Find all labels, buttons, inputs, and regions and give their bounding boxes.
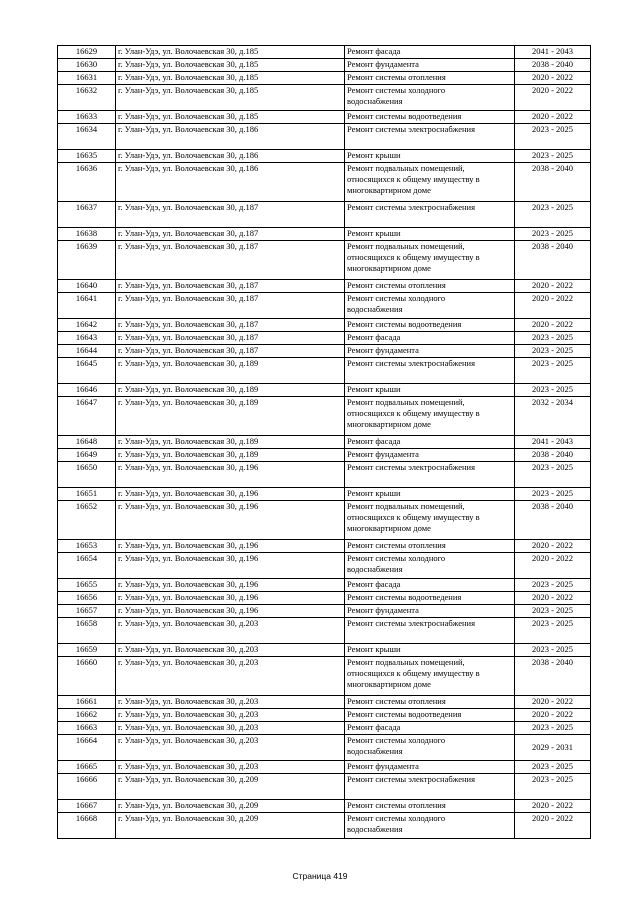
period-cell: 2038 - 2040 bbox=[515, 59, 591, 72]
period-cell: 2020 - 2022 bbox=[515, 696, 591, 709]
row-number: 16653 bbox=[58, 540, 116, 553]
address-cell: г. Улан-Удэ, ул. Волочаевская 30, д.186 bbox=[116, 150, 345, 163]
address-cell: г. Улан-Удэ, ул. Волочаевская 30, д.196 bbox=[116, 540, 345, 553]
period-cell: 2023 - 2025 bbox=[515, 722, 591, 735]
work-type-cell: Ремонт системы водоотведения bbox=[345, 709, 515, 722]
row-number: 16630 bbox=[58, 59, 116, 72]
work-type-cell: Ремонт системы электроснабжения bbox=[345, 462, 515, 488]
period-cell: 2020 - 2022 bbox=[515, 280, 591, 293]
row-number: 16629 bbox=[58, 46, 116, 59]
row-number: 16666 bbox=[58, 774, 116, 800]
row-number: 16636 bbox=[58, 163, 116, 202]
address-cell: г. Улан-Удэ, ул. Волочаевская 30, д.196 bbox=[116, 501, 345, 540]
work-type-cell: Ремонт фундамента bbox=[345, 761, 515, 774]
table-row bbox=[58, 124, 591, 150]
work-type-cell: Ремонт фасада bbox=[345, 332, 515, 345]
period-cell: 2023 - 2025 bbox=[515, 150, 591, 163]
row-number: 16646 bbox=[58, 384, 116, 397]
address-cell: г. Улан-Удэ, ул. Волочаевская 30, д.203 bbox=[116, 696, 345, 709]
row-number: 16657 bbox=[58, 605, 116, 618]
address-cell: г. Улан-Удэ, ул. Волочаевская 30, д.203 bbox=[116, 735, 345, 761]
address-cell: г. Улан-Удэ, ул. Волочаевская 30, д.196 bbox=[116, 592, 345, 605]
period-cell: 2023 - 2025 bbox=[515, 618, 591, 644]
work-type-cell: Ремонт системы водоотведения bbox=[345, 592, 515, 605]
period-cell: 2020 - 2022 bbox=[515, 553, 591, 579]
address-cell: г. Улан-Удэ, ул. Волочаевская 30, д.187 bbox=[116, 332, 345, 345]
period-cell: 2023 - 2025 bbox=[515, 202, 591, 228]
period-cell: 2032 - 2034 bbox=[515, 397, 591, 436]
address-cell: г. Улан-Удэ, ул. Волочаевская 30, д.186 bbox=[116, 163, 345, 202]
period-cell: 2038 - 2040 bbox=[515, 449, 591, 462]
period-cell: 2020 - 2022 bbox=[515, 85, 591, 111]
table-row bbox=[58, 488, 591, 501]
address-cell: г. Улан-Удэ, ул. Волочаевская 30, д.203 bbox=[116, 722, 345, 735]
address-cell: г. Улан-Удэ, ул. Волочаевская 30, д.186 bbox=[116, 124, 345, 150]
work-type-cell: Ремонт фасада bbox=[345, 436, 515, 449]
address-cell: г. Улан-Удэ, ул. Волочаевская 30, д.196 bbox=[116, 605, 345, 618]
table-row bbox=[58, 722, 591, 735]
period-cell: 2038 - 2040 bbox=[515, 657, 591, 696]
period-cell: 2020 - 2022 bbox=[515, 319, 591, 332]
table-row bbox=[58, 553, 591, 579]
table-row bbox=[58, 241, 591, 280]
table-body bbox=[58, 46, 591, 839]
address-cell: г. Улан-Удэ, ул. Волочаевская 30, д.189 bbox=[116, 358, 345, 384]
table-row bbox=[58, 163, 591, 202]
table-row bbox=[58, 800, 591, 813]
work-type-cell: Ремонт системы отопления bbox=[345, 540, 515, 553]
work-type-cell: Ремонт системы отопления bbox=[345, 696, 515, 709]
work-type-cell: Ремонт крыши bbox=[345, 150, 515, 163]
row-number: 16659 bbox=[58, 644, 116, 657]
row-number: 16654 bbox=[58, 553, 116, 579]
table-row bbox=[58, 618, 591, 644]
row-number: 16631 bbox=[58, 72, 116, 85]
row-number: 16645 bbox=[58, 358, 116, 384]
table-row bbox=[58, 150, 591, 163]
work-type-cell: Ремонт подвальных помещений, относящихся к общему имуществу в многоквартирном доме bbox=[345, 163, 515, 202]
period-cell: 2023 - 2025 bbox=[515, 384, 591, 397]
period-cell: 2023 - 2025 bbox=[515, 358, 591, 384]
table-row bbox=[58, 111, 591, 124]
work-type-cell: Ремонт фундамента bbox=[345, 345, 515, 358]
work-type-cell: Ремонт фундамента bbox=[345, 59, 515, 72]
work-type-cell: Ремонт крыши bbox=[345, 384, 515, 397]
address-cell: г. Улан-Удэ, ул. Волочаевская 30, д.185 bbox=[116, 111, 345, 124]
table-row bbox=[58, 228, 591, 241]
period-cell: 2041 - 2043 bbox=[515, 46, 591, 59]
address-cell: г. Улан-Удэ, ул. Волочаевская 30, д.196 bbox=[116, 579, 345, 592]
address-cell: г. Улан-Удэ, ул. Волочаевская 30, д.189 bbox=[116, 436, 345, 449]
table-row bbox=[58, 709, 591, 722]
address-cell: г. Улан-Удэ, ул. Волочаевская 30, д.185 bbox=[116, 85, 345, 111]
table-row bbox=[58, 319, 591, 332]
row-number: 16642 bbox=[58, 319, 116, 332]
address-cell: г. Улан-Удэ, ул. Волочаевская 30, д.185 bbox=[116, 59, 345, 72]
address-cell: г. Улан-Удэ, ул. Волочаевская 30, д.187 bbox=[116, 280, 345, 293]
row-number: 16663 bbox=[58, 722, 116, 735]
period-cell: 2023 - 2025 bbox=[515, 774, 591, 800]
address-cell: г. Улан-Удэ, ул. Волочаевская 30, д.185 bbox=[116, 46, 345, 59]
row-number: 16644 bbox=[58, 345, 116, 358]
table-row bbox=[58, 280, 591, 293]
period-cell: 2020 - 2022 bbox=[515, 709, 591, 722]
period-cell: 2020 - 2022 bbox=[515, 111, 591, 124]
table-row bbox=[58, 85, 591, 111]
table-row bbox=[58, 579, 591, 592]
table-row bbox=[58, 449, 591, 462]
period-cell: 2038 - 2040 bbox=[515, 501, 591, 540]
row-number: 16639 bbox=[58, 241, 116, 280]
period-cell: 2020 - 2022 bbox=[515, 592, 591, 605]
work-type-cell: Ремонт системы отопления bbox=[345, 72, 515, 85]
period-cell: 2023 - 2025 bbox=[515, 228, 591, 241]
work-type-cell: Ремонт системы электроснабжения bbox=[345, 202, 515, 228]
row-number: 16651 bbox=[58, 488, 116, 501]
address-cell: г. Улан-Удэ, ул. Волочаевская 30, д.187 bbox=[116, 241, 345, 280]
row-number: 16661 bbox=[58, 696, 116, 709]
row-number: 16647 bbox=[58, 397, 116, 436]
table-row bbox=[58, 540, 591, 553]
table-row bbox=[58, 358, 591, 384]
address-cell: г. Улан-Удэ, ул. Волочаевская 30, д.189 bbox=[116, 397, 345, 436]
table-row bbox=[58, 293, 591, 319]
row-number: 16648 bbox=[58, 436, 116, 449]
work-type-cell: Ремонт фундамента bbox=[345, 449, 515, 462]
address-cell: г. Улан-Удэ, ул. Волочаевская 30, д.209 bbox=[116, 813, 345, 839]
repair-schedule-table bbox=[57, 45, 591, 839]
period-cell: 2038 - 2040 bbox=[515, 241, 591, 280]
work-type-cell: Ремонт фундамента bbox=[345, 605, 515, 618]
period-cell: 2023 - 2025 bbox=[515, 605, 591, 618]
address-cell: г. Улан-Удэ, ул. Волочаевская 30, д.203 bbox=[116, 761, 345, 774]
row-number: 16650 bbox=[58, 462, 116, 488]
work-type-cell: Ремонт системы электроснабжения bbox=[345, 124, 515, 150]
table-row bbox=[58, 501, 591, 540]
row-number: 16668 bbox=[58, 813, 116, 839]
row-number: 16665 bbox=[58, 761, 116, 774]
table-row bbox=[58, 644, 591, 657]
row-number: 16660 bbox=[58, 657, 116, 696]
work-type-cell: Ремонт фасада bbox=[345, 722, 515, 735]
row-number: 16637 bbox=[58, 202, 116, 228]
table-row bbox=[58, 462, 591, 488]
work-type-cell: Ремонт системы отопления bbox=[345, 280, 515, 293]
address-cell: г. Улан-Удэ, ул. Волочаевская 30, д.196 bbox=[116, 488, 345, 501]
work-type-cell: Ремонт системы электроснабжения bbox=[345, 358, 515, 384]
period-cell: 2020 - 2022 bbox=[515, 813, 591, 839]
table-row bbox=[58, 46, 591, 59]
row-number: 16667 bbox=[58, 800, 116, 813]
table-row bbox=[58, 813, 591, 839]
work-type-cell: Ремонт системы электроснабжения bbox=[345, 774, 515, 800]
work-type-cell: Ремонт системы холодного водоснабжения bbox=[345, 553, 515, 579]
row-number: 16640 bbox=[58, 280, 116, 293]
period-cell: 2020 - 2022 bbox=[515, 72, 591, 85]
work-type-cell: Ремонт подвальных помещений, относящихся к общему имуществу в многоквартирном доме bbox=[345, 501, 515, 540]
row-number: 16655 bbox=[58, 579, 116, 592]
period-cell: 2041 - 2043 bbox=[515, 436, 591, 449]
work-type-cell: Ремонт системы электроснабжения bbox=[345, 618, 515, 644]
address-cell: г. Улан-Удэ, ул. Волочаевская 30, д.187 bbox=[116, 293, 345, 319]
work-type-cell: Ремонт подвальных помещений, относящихся к общему имуществу в многоквартирном доме bbox=[345, 657, 515, 696]
row-number: 16638 bbox=[58, 228, 116, 241]
row-number: 16635 bbox=[58, 150, 116, 163]
period-cell: 2023 - 2025 bbox=[515, 332, 591, 345]
table-row bbox=[58, 761, 591, 774]
row-number: 16662 bbox=[58, 709, 116, 722]
work-type-cell: Ремонт подвальных помещений, относящихся к общему имуществу в многоквартирном доме bbox=[345, 397, 515, 436]
row-number: 16641 bbox=[58, 293, 116, 319]
row-number: 16649 bbox=[58, 449, 116, 462]
address-cell: г. Улан-Удэ, ул. Волочаевская 30, д.187 bbox=[116, 202, 345, 228]
row-number: 16633 bbox=[58, 111, 116, 124]
period-cell: 2023 - 2025 bbox=[515, 488, 591, 501]
work-type-cell: Ремонт системы водоотведения bbox=[345, 111, 515, 124]
table-row bbox=[58, 72, 591, 85]
address-cell: г. Улан-Удэ, ул. Волочаевская 30, д.196 bbox=[116, 462, 345, 488]
work-type-cell: Ремонт системы водоотведения bbox=[345, 319, 515, 332]
table-row bbox=[58, 345, 591, 358]
page-number: Страница 419 bbox=[292, 871, 348, 881]
period-cell: 2020 - 2022 bbox=[515, 293, 591, 319]
address-cell: г. Улан-Удэ, ул. Волочаевская 30, д.187 bbox=[116, 228, 345, 241]
table-row bbox=[58, 592, 591, 605]
address-cell: г. Улан-Удэ, ул. Волочаевская 30, д.209 bbox=[116, 800, 345, 813]
work-type-cell: Ремонт системы отопления bbox=[345, 800, 515, 813]
table-row bbox=[58, 436, 591, 449]
period-cell: 2023 - 2025 bbox=[515, 644, 591, 657]
row-number: 16634 bbox=[58, 124, 116, 150]
table-row bbox=[58, 696, 591, 709]
row-number: 16632 bbox=[58, 85, 116, 111]
work-type-cell: Ремонт системы холодного водоснабжения bbox=[345, 813, 515, 839]
period-cell: 2029 - 2031 bbox=[515, 735, 591, 761]
period-cell: 2023 - 2025 bbox=[515, 124, 591, 150]
period-cell: 2023 - 2025 bbox=[515, 345, 591, 358]
table-row bbox=[58, 332, 591, 345]
period-cell: 2023 - 2025 bbox=[515, 761, 591, 774]
address-cell: г. Улан-Удэ, ул. Волочаевская 30, д.203 bbox=[116, 709, 345, 722]
row-number: 16643 bbox=[58, 332, 116, 345]
work-type-cell: Ремонт крыши bbox=[345, 228, 515, 241]
row-number: 16658 bbox=[58, 618, 116, 644]
table-row bbox=[58, 397, 591, 436]
address-cell: г. Улан-Удэ, ул. Волочаевская 30, д.203 bbox=[116, 644, 345, 657]
work-type-cell: Ремонт системы холодного водоснабжения bbox=[345, 735, 515, 761]
address-cell: г. Улан-Удэ, ул. Волочаевская 30, д.189 bbox=[116, 449, 345, 462]
address-cell: г. Улан-Удэ, ул. Волочаевская 30, д.189 bbox=[116, 384, 345, 397]
address-cell: г. Улан-Удэ, ул. Волочаевская 30, д.185 bbox=[116, 72, 345, 85]
address-cell: г. Улан-Удэ, ул. Волочаевская 30, д.209 bbox=[116, 774, 345, 800]
table-row bbox=[58, 202, 591, 228]
address-cell: г. Улан-Удэ, ул. Волочаевская 30, д.203 bbox=[116, 618, 345, 644]
address-cell: г. Улан-Удэ, ул. Волочаевская 30, д.187 bbox=[116, 345, 345, 358]
address-cell: г. Улан-Удэ, ул. Волочаевская 30, д.203 bbox=[116, 657, 345, 696]
address-cell: г. Улан-Удэ, ул. Волочаевская 30, д.187 bbox=[116, 319, 345, 332]
row-number: 16652 bbox=[58, 501, 116, 540]
table-row bbox=[58, 605, 591, 618]
period-cell: 2038 - 2040 bbox=[515, 163, 591, 202]
work-type-cell: Ремонт фасада bbox=[345, 46, 515, 59]
row-number: 16656 bbox=[58, 592, 116, 605]
work-type-cell: Ремонт системы холодного водоснабжения bbox=[345, 85, 515, 111]
table-row bbox=[58, 735, 591, 761]
row-number: 16664 bbox=[58, 735, 116, 761]
period-cell: 2020 - 2022 bbox=[515, 540, 591, 553]
address-cell: г. Улан-Удэ, ул. Волочаевская 30, д.196 bbox=[116, 553, 345, 579]
period-cell: 2023 - 2025 bbox=[515, 579, 591, 592]
period-cell: 2023 - 2025 bbox=[515, 462, 591, 488]
table-row bbox=[58, 774, 591, 800]
table-row bbox=[58, 384, 591, 397]
work-type-cell: Ремонт крыши bbox=[345, 644, 515, 657]
table-row bbox=[58, 657, 591, 696]
work-type-cell: Ремонт крыши bbox=[345, 488, 515, 501]
work-type-cell: Ремонт системы холодного водоснабжения bbox=[345, 293, 515, 319]
work-type-cell: Ремонт подвальных помещений, относящихся к общему имуществу в многоквартирном доме bbox=[345, 241, 515, 280]
table-row bbox=[58, 59, 591, 72]
work-type-cell: Ремонт фасада bbox=[345, 579, 515, 592]
period-cell: 2020 - 2022 bbox=[515, 800, 591, 813]
